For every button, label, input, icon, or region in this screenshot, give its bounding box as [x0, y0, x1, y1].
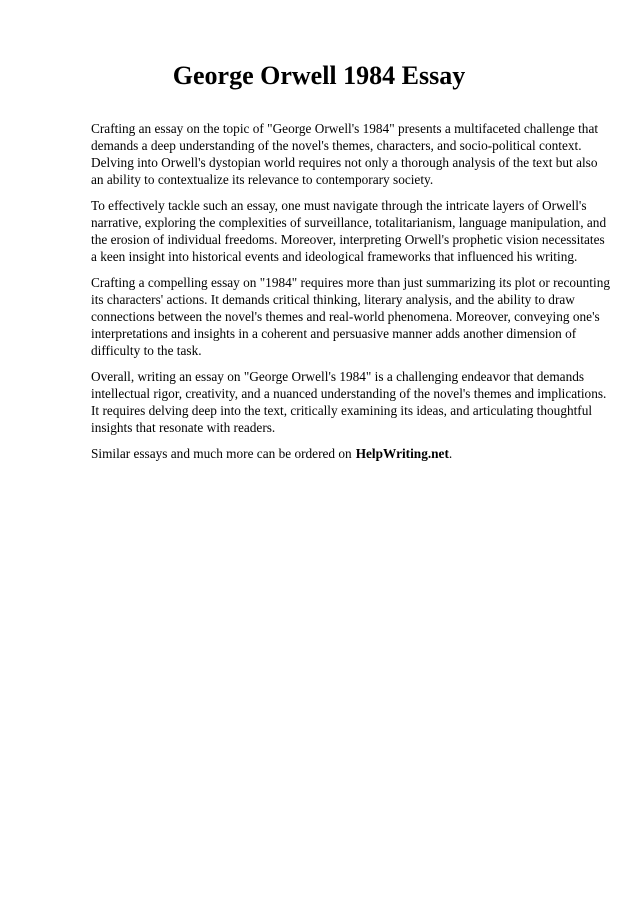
closing-text: Similar essays and much more can be ordered on: [91, 446, 352, 461]
paragraph-line: an ability to contextualize its relevance to contemporary society.: [91, 172, 434, 187]
paragraph-line: difficulty to the task.: [91, 343, 202, 358]
paragraph-line: its characters' actions. It demands critical thinking, literary analysis, and the ability to draw: [91, 292, 575, 307]
paragraph-line: narrative, exploring the complexities of surveillance, totalitarianism, language manipulation, and: [91, 215, 607, 230]
paragraph-line: the erosion of individual freedoms. Moreover, interpreting Orwell's prophetic vision necessitates: [91, 232, 605, 247]
page-title: George Orwell 1984 Essay: [172, 61, 466, 90]
paragraph-1: [91, 120, 603, 188]
helpwriting-link[interactable]: HelpWriting.net: [355, 446, 449, 461]
paragraph-3: [91, 274, 610, 359]
paragraph-line: Crafting an essay on the topic of "George Orwell's 1984" presents a multifaceted challenge that: [91, 121, 599, 136]
paragraph-4: [91, 368, 607, 436]
paragraph-line: demands a deep understanding of the novel's themes, characters, and socio-political context.: [91, 138, 582, 153]
paragraph-line: Delving into Orwell's dystopian world requires not only a thorough analysis of the text but also: [91, 155, 598, 170]
paragraph-line: a keen insight into historical events and ideological frameworks that influenced his writing.: [91, 249, 578, 264]
paragraph-line: To effectively tackle such an essay, one must navigate through the intricate layers of Orwell's: [91, 198, 587, 213]
paragraph-line: interpretations and insights in a coherent and persuasive manner adds another dimension of: [91, 326, 577, 341]
paragraph-line: Crafting a compelling essay on "1984" requires more than just summarizing its plot or recounting: [91, 275, 610, 290]
paragraph-line: connections between the novel's themes and real-world phenomena. Moreover, conveying one's: [91, 309, 600, 324]
paragraph-line: Overall, writing an essay on "George Orwell's 1984" is a challenging endeavor that demands: [91, 369, 585, 384]
essay-body: [91, 120, 610, 471]
closing-period: .: [448, 446, 453, 461]
paragraph-line: intellectual rigor, creativity, and a nuanced understanding of the novel's themes and implications.: [91, 386, 607, 401]
closing-paragraph: [91, 445, 603, 462]
paragraph-2: [91, 197, 607, 265]
paragraph-line: It requires delving deep into the text, critically examining its ideas, and articulating thoughtful: [91, 403, 593, 418]
paragraph-line: insights that resonate with readers.: [91, 420, 276, 435]
